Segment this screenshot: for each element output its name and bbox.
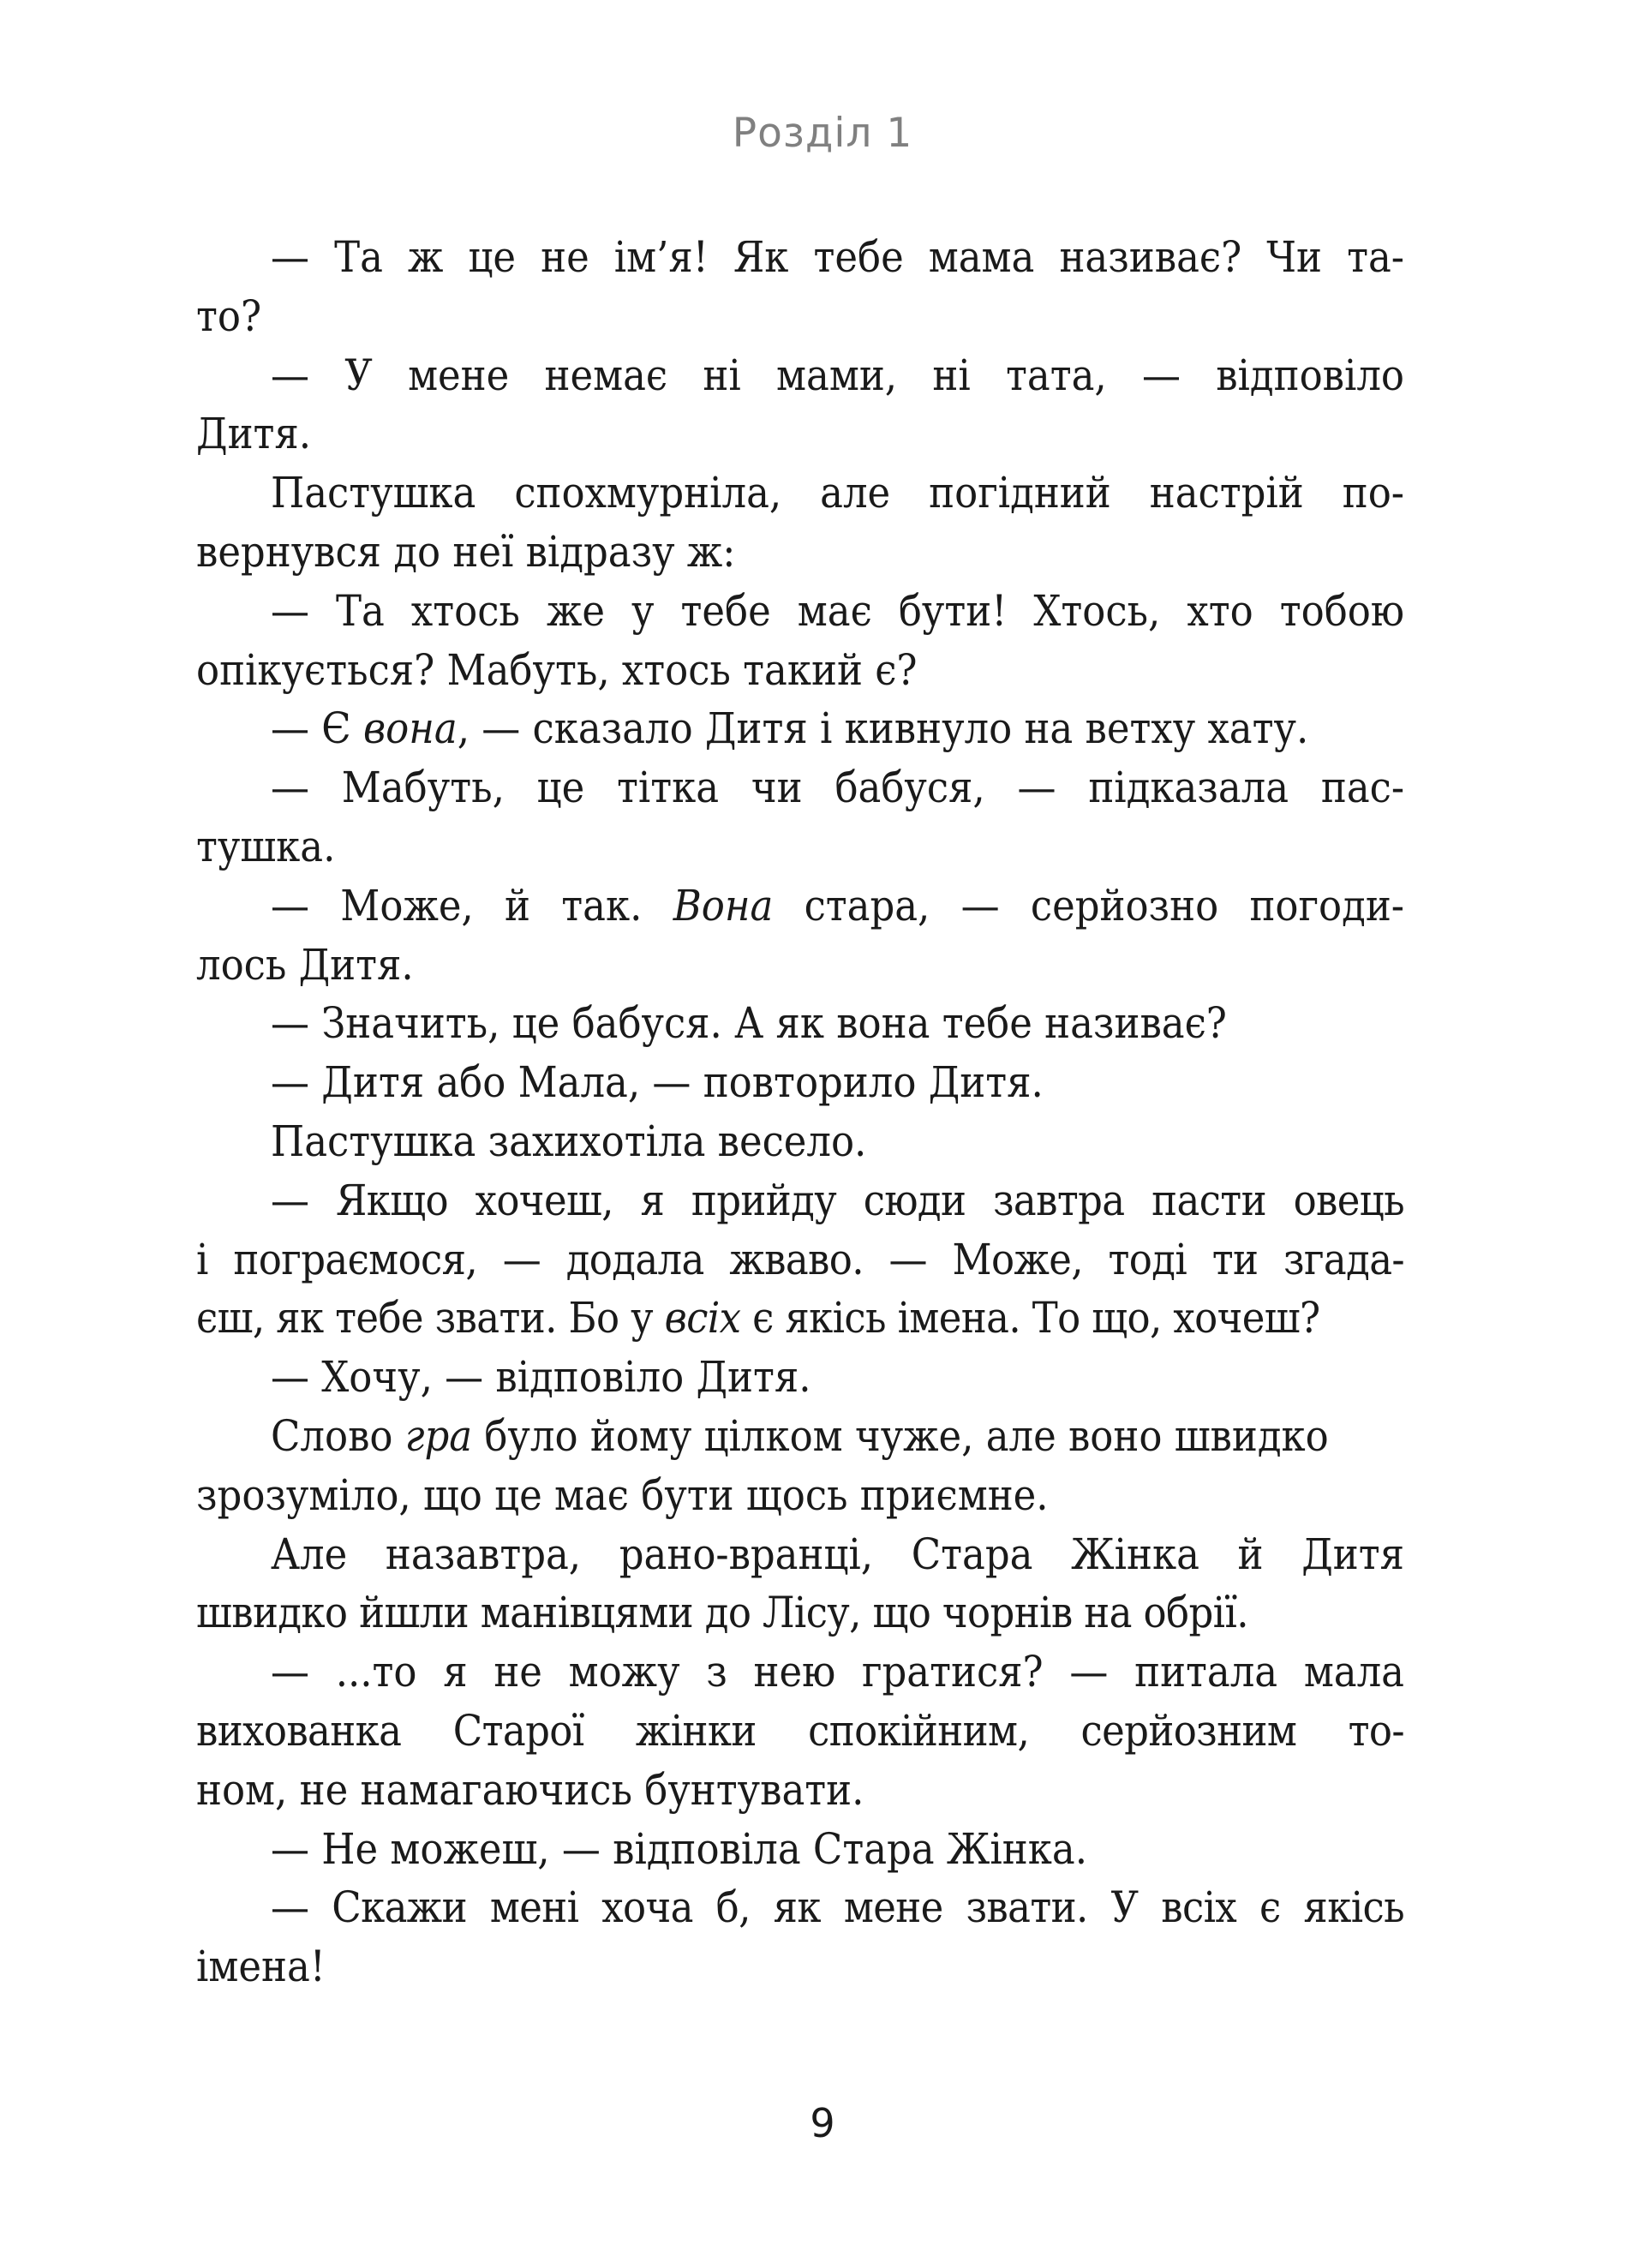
text-line: ном, не намагаючись бунтувати. (196, 1764, 864, 1815)
text-line: зрозуміло, що це має бути щось приємне. (196, 1469, 1049, 1520)
text-segment: стара, — серйозно погоди- (773, 880, 1404, 931)
body-text (196, 228, 1404, 1996)
text-line: — Та ж це не ім’я! Як тебе мама називає? Чи та- (271, 232, 1404, 282)
text-line: імена! (196, 1942, 326, 1992)
text-line: — Дитя або Мала, — повторило Дитя. (271, 1057, 1044, 1108)
text-line: лось Дитя. (196, 939, 414, 990)
text-line: — Значить, це бабуся. А як вона тебе називає? (271, 998, 1227, 1049)
text-line: Дитя. (196, 409, 312, 459)
text-line: вернувся до неї відразу ж: (196, 526, 736, 577)
text-line: — Та хтось же у тебе має бути! Хтось, хто тобою (271, 585, 1404, 636)
text-line: Але назавтра, рано-вранці, Стара Жінка й Дитя (271, 1529, 1404, 1579)
text-segment: — Може, й так. (271, 880, 673, 931)
text-line: — Скажи мені хоча б, як мене звати. У всіх є якісь (271, 1882, 1404, 1933)
text-line (196, 1407, 1404, 1466)
text-line: вихованка Старої жінки спокійним, серйозним то- (196, 1705, 1404, 1756)
text-segment: , — сказало Дитя і кивнуло на ветху хату. (457, 703, 1309, 754)
text-line: — Хочу, — відповіло Дитя. (271, 1352, 811, 1403)
text-line: — ...то я не можу з нею гратися? — питала мала (271, 1647, 1404, 1697)
italic-word: Вона (673, 880, 774, 931)
text-line: — Не можеш, — відповіла Стара Жінка. (271, 1823, 1088, 1874)
text-line: то? (196, 290, 262, 341)
text-line: Пастушка захихотіла весело. (271, 1116, 867, 1166)
text-line (196, 877, 1404, 936)
text-line: — Якщо хочеш, я прийду сюди завтра пасти овець (271, 1175, 1404, 1225)
text-line: — Мабуть, це тітка чи бабуся, — підказала пас- (271, 763, 1404, 813)
text-segment: є якісь імена. То що, хочеш? (740, 1293, 1320, 1343)
page-number: 9 (810, 2100, 835, 2146)
text-segment: єш, як тебе звати. Бо у (196, 1293, 665, 1343)
text-segment: було йому цілком чуже, але воно швидко (472, 1410, 1329, 1461)
text-line: опікується? Мабуть, хтось такий є? (196, 644, 918, 695)
text-line: і пограємося, — додала жваво. — Може, тоді ти згада- (196, 1234, 1404, 1284)
text-line (196, 699, 1404, 758)
italic-word: гра (404, 1410, 473, 1461)
text-line: тушка. (196, 821, 336, 871)
text-line: — У мене немає ні мами, ні тата, — відповіло (271, 350, 1404, 400)
chapter-header: Розділ 1 (732, 110, 913, 157)
text-line: швидко йшли манівцями до Лісу, що чорнів на обрії. (196, 1588, 1248, 1638)
text-segment: — Є (271, 703, 363, 754)
text-line: Пастушка спохмурніла, але погідний настрій по- (271, 468, 1404, 518)
italic-word: всіх (664, 1293, 741, 1343)
text-line (196, 1289, 1404, 1348)
italic-word: вона (362, 703, 458, 754)
text-segment: Слово (271, 1410, 405, 1461)
